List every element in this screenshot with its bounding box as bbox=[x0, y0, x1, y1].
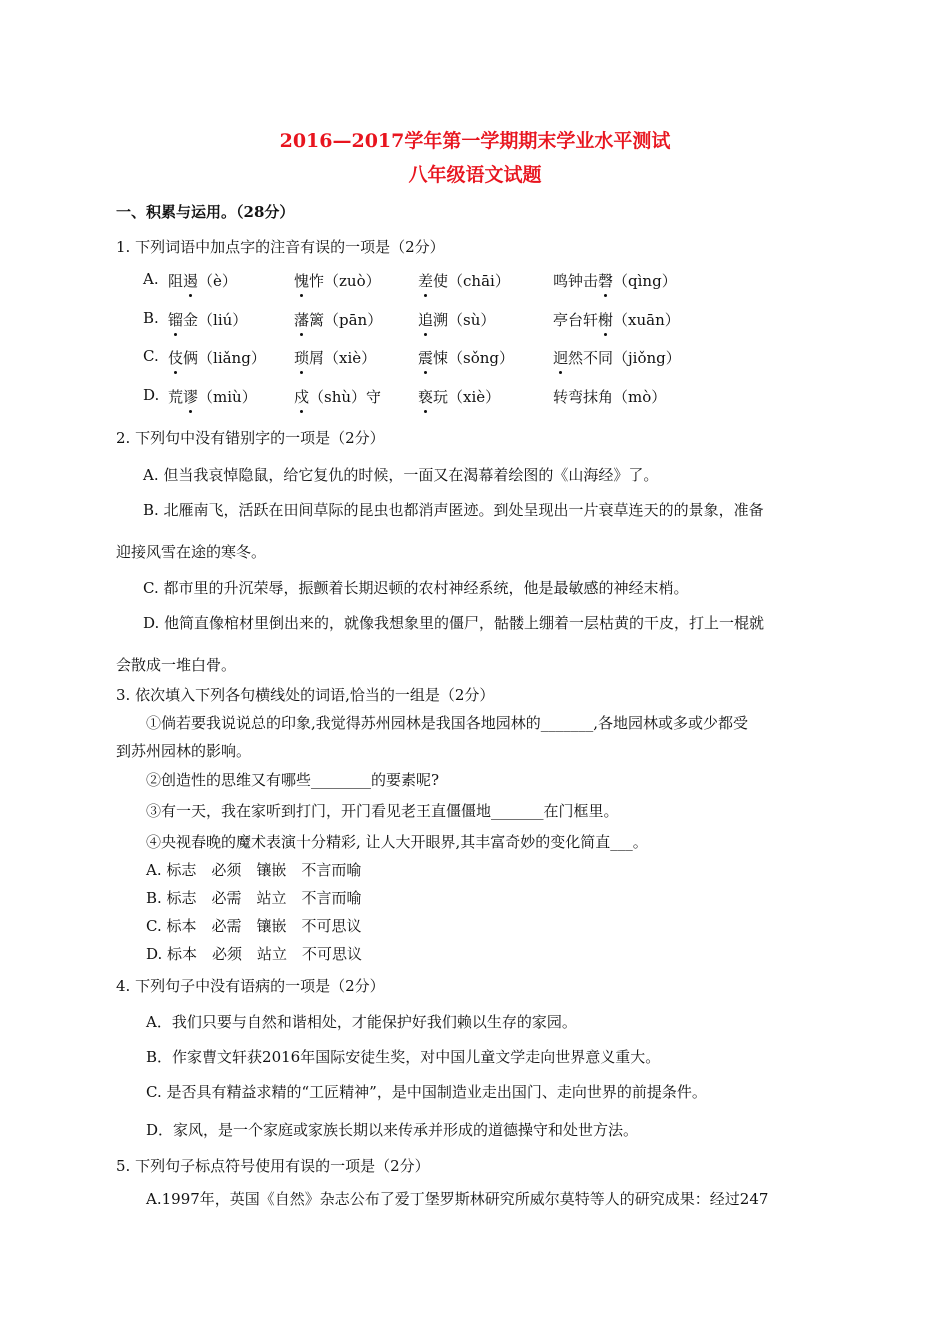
q5-option-a: A.1997年，英国《自然》杂志公布了爱丁堡罗斯林研究所威尔莫特等人的研究成果：经过247 bbox=[146, 1190, 769, 1208]
emphasis-char: 戍 bbox=[294, 388, 310, 406]
emphasis-char: 愧 bbox=[294, 272, 310, 290]
emphasis-char: 伎 bbox=[168, 349, 184, 367]
q2-option-d: D. 他简直像棺材里倒出来的，就像我想象里的僵尸，骷髅上绷着一层枯黄的干皮，打上一棍就 bbox=[143, 614, 765, 632]
q1-d-label: D. bbox=[143, 386, 160, 404]
q3-sentence-3: ③有一天，我在家听到打门，开门看见老王直僵僵地_______在门框里。 bbox=[146, 802, 619, 820]
q3-option-d: D. 标本 必须 站立 不可思议 bbox=[146, 945, 363, 963]
q1-a-word4: 鸣钟击磬（qìng） bbox=[553, 272, 677, 290]
q2-option-a: A. 但当我哀悼隐鼠，给它复仇的时候，一面又在渴幕着绘图的《山海经》了。 bbox=[143, 466, 659, 484]
q3-sentence-4: ④央视春晚的魔术表演十分精彩, 让人大开眼界,其丰富奇妙的变化简直___。 bbox=[146, 833, 648, 851]
emphasis-char: 镏 bbox=[168, 311, 184, 329]
exam-title: 2016—2017学年第一学期期末学业水平测试 bbox=[279, 130, 671, 152]
q4-option-b: B．作家曹文轩获2016年国际安徒生奖，对中国儿童文学走向世界意义重大。 bbox=[146, 1048, 661, 1066]
emphasis-char: 藩 bbox=[294, 311, 310, 329]
q1-b-word2: 藩篱（pān） bbox=[294, 311, 383, 329]
q3-sentence-2: ②创造性的思维又有哪些________的要素呢? bbox=[146, 771, 440, 789]
q1-b-word1: 镏金（liú） bbox=[168, 311, 248, 329]
q5-stem: 5. 下列句子标点符号使用有误的一项是（2分） bbox=[116, 1157, 430, 1175]
emphasis-char: 亵 bbox=[418, 388, 434, 406]
q1-c-word2: 琐屑（xiè） bbox=[294, 349, 377, 367]
q4-option-c: C. 是否具有精益求精的“工匠精神”，是中国制造业走出国门、走向世界的前提条件。 bbox=[146, 1083, 707, 1101]
q1-d-word3: 亵玩（xiè） bbox=[418, 388, 501, 406]
q4-option-d: D．家风，是一个家庭或家族长期以来传承并形成的道德操守和处世方法。 bbox=[146, 1121, 639, 1139]
q1-d-word2: 戍（shù）守 bbox=[294, 388, 382, 406]
q1-a-label: A. bbox=[143, 270, 159, 288]
emphasis-char: 震 bbox=[418, 349, 434, 367]
emphasis-char: 琐 bbox=[294, 349, 310, 367]
q2-option-b: B. 北雁南飞，活跃在田间草际的昆虫也都消声匿迹。到处呈现出一片衰草连天的的景象，准备 bbox=[143, 501, 764, 519]
q1-c-label: C. bbox=[143, 347, 159, 365]
q2-option-c: C. 都市里的升沉荣辱，振颤着长期迟顿的农村神经系统，他是最敏感的神经末梢。 bbox=[143, 579, 689, 597]
q1-a-word2: 愧怍（zuò） bbox=[294, 272, 381, 290]
q2-stem: 2. 下列句中没有错别字的一项是（2分） bbox=[116, 429, 385, 447]
emphasis-char: 谬 bbox=[183, 388, 199, 406]
q3-option-b: B. 标志 必需 站立 不言而喻 bbox=[146, 889, 362, 907]
q1-c-word1: 伎俩（liǎng） bbox=[168, 349, 266, 367]
emphasis-char: 磬 bbox=[598, 272, 614, 290]
emphasis-char: 遏 bbox=[183, 272, 199, 290]
emphasis-char: 追 bbox=[418, 311, 434, 329]
q1-d-word1: 荒谬（miù） bbox=[168, 388, 257, 406]
emphasis-char: 迥 bbox=[553, 349, 569, 367]
q1-a-word1: 阻遏（è） bbox=[168, 272, 237, 290]
q3-sentence-1: ①倘若要我说说总的印象,我觉得苏州园林是我国各地园林的_______,各地园林或多或少都受 bbox=[146, 714, 749, 732]
q1-b-word3: 追溯（sù） bbox=[418, 311, 496, 329]
exam-subtitle: 八年级语文试题 bbox=[408, 164, 542, 186]
q1-a-word3: 差使（chāi） bbox=[418, 272, 510, 290]
q1-c-word4: 迥然不同（jiǒng） bbox=[553, 349, 681, 367]
q1-d-word4: 转弯抹角（mò） bbox=[553, 388, 667, 406]
q4-option-a: A．我们只要与自然和谐相处，才能保护好我们赖以生存的家园。 bbox=[146, 1013, 577, 1031]
q3-stem: 3. 依次填入下列各句横线处的词语,恰当的一组是（2分） bbox=[116, 686, 495, 704]
q3-option-a: A. 标志 必须 镶嵌 不言而喻 bbox=[146, 861, 362, 879]
q3-option-c: C. 标本 必需 镶嵌 不可思议 bbox=[146, 917, 362, 935]
q1-b-label: B. bbox=[143, 309, 159, 327]
q1-b-word4: 亭台轩榭（xuān） bbox=[553, 311, 680, 329]
emphasis-char: 榭 bbox=[598, 311, 614, 329]
emphasis-char: 差 bbox=[418, 272, 434, 290]
q2-option-b-cont: 迎接风雪在途的寒冬。 bbox=[116, 543, 267, 561]
q1-stem: 1. 下列词语中加点字的注音有误的一项是（2分） bbox=[116, 238, 445, 256]
q2-option-d-cont: 会散成一堆白骨。 bbox=[116, 656, 237, 674]
section-heading: 一、积累与运用。（28分） bbox=[116, 203, 295, 221]
q3-sentence-1-cont: 到苏州园林的影响。 bbox=[116, 742, 252, 760]
q1-c-word3: 震悚（sǒng） bbox=[418, 349, 515, 367]
q4-stem: 4. 下列句子中没有语病的一项是（2分） bbox=[116, 977, 385, 995]
